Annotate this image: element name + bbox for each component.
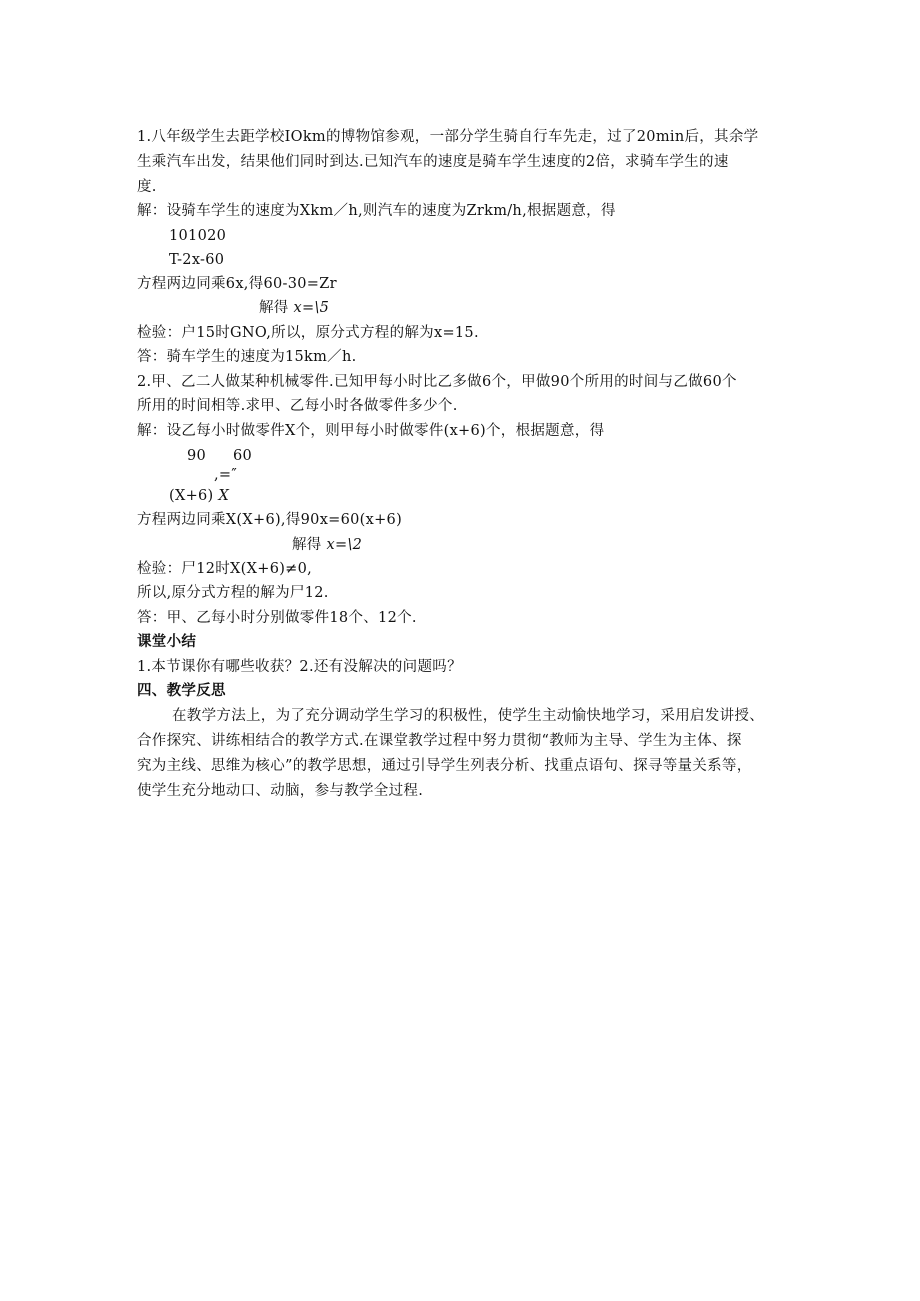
problem1-solve-line (259, 298, 329, 318)
problem2-solution-intro: 解：设乙每小时做零件X个，则甲每小时做零件(x+6)个，根据题意，得 (137, 423, 605, 439)
problem2-denominator-right: X (218, 488, 230, 504)
problem1-multiply-step: 方程两边同乘6x,得60-30=Zr (137, 276, 337, 292)
problem2-check-line2: 所以,原分式方程的解为尸12. (137, 585, 329, 601)
summary-questions: 1.本节课你有哪些收获？2.还有没解决的问题吗？ (137, 659, 462, 675)
problem1-equation-top: 101020 (169, 228, 227, 244)
problem2-check-line1: 检验：尸12时X(X+6)≠0, (137, 561, 313, 577)
reflection-line1: 在教学方法上，为了充分调动学生学习的积极性，使学生主动愉快地学习，采用启发讲授、 (172, 708, 764, 724)
problem1-equation-bottom: T-2x-60 (169, 252, 225, 268)
problem2-answer: 答：甲、乙每小时分别做零件18个、12个. (137, 610, 417, 626)
problem2-multiply-step: 方程两边同乘X(X+6),得90x=60(x+6) (137, 512, 403, 528)
problem2-numerator-right: 60 (233, 448, 253, 464)
problem1-solution-intro: 解：设骑车学生的速度为Xkm／h,则汽车的速度为Zrkm/h,根据题意，得 (137, 203, 616, 219)
problem1-question-line3: 度. (137, 179, 157, 195)
problem2-denominator-left: (X+6) (169, 488, 214, 504)
problem2-solve-value: x=\2 (326, 537, 363, 553)
problem1-question-line2: 生乘汽车出发，结果他们同时到达.已知汽车的速度是骑车学生速度的2倍，求骑车学生的速 (137, 154, 729, 170)
problem2-question-line1: 2.甲、乙二人做某种机械零件.已知甲每小时比乙多做6个，甲做90个所用的时间与乙做60个 (137, 374, 737, 390)
problem2-solve-line (292, 535, 362, 555)
problem2-solve-label: 解得 (292, 537, 322, 553)
problem2-denominator (169, 486, 229, 506)
problem1-solve-label: 解得 (259, 300, 289, 316)
problem2-numerator-left: 90 (187, 448, 207, 464)
problem2-equals-mark: ,=″ (214, 467, 238, 483)
reflection-line2: 合作探究、讲练相结合的教学方式.在课堂教学过程中努力贯彻“教师为主导、学生为主体、探 (137, 733, 742, 749)
reflection-heading: 四、教学反思 (137, 683, 226, 699)
problem1-check: 检验：户15时GNO,所以，原分式方程的解为x=15. (137, 325, 479, 341)
summary-heading: 课堂小结 (137, 634, 197, 650)
reflection-line3: 究为主线、思维为核心”的教学思想，通过引导学生列表分析、找重点语句、探寻等量关系等， (137, 758, 752, 774)
problem1-question-line1: 1.八年级学生去距学校IOkm的博物馆参观，一部分学生骑自行车先走，过了20min后，其余学 (137, 129, 759, 145)
reflection-line4: 使学生充分地动口、动脑，参与教学全过程. (137, 783, 424, 799)
problem1-answer: 答：骑车学生的速度为15km／h. (137, 349, 357, 365)
problem2-question-line2: 所用的时间相等.求甲、乙每小时各做零件多少个. (137, 398, 458, 414)
problem1-solve-value: x=\5 (293, 300, 330, 316)
